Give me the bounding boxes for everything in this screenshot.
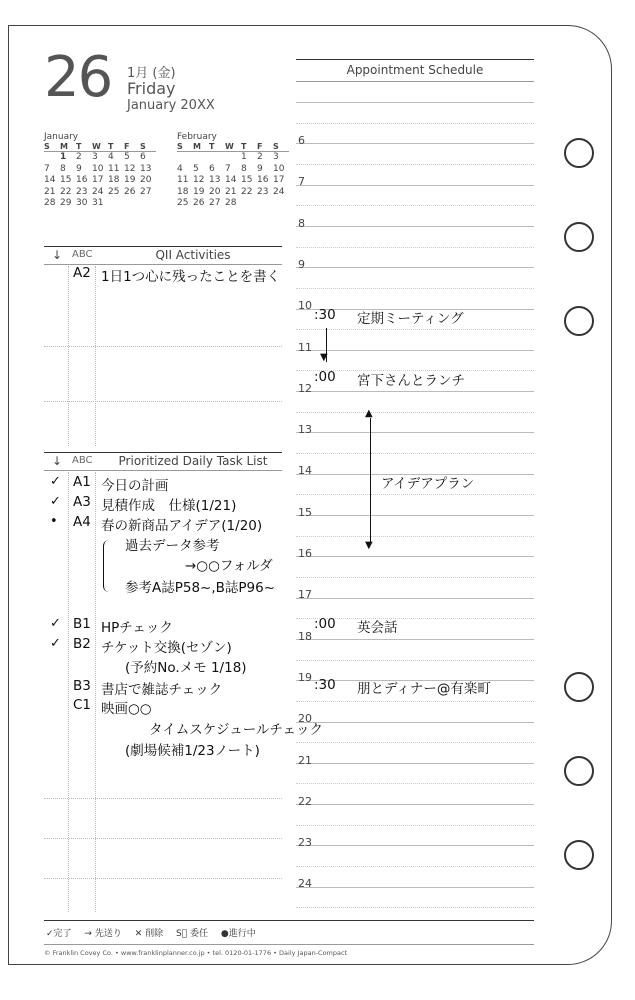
hour-label: 23: [298, 836, 312, 850]
half-hour-line: [296, 164, 534, 165]
calendar-day: 26: [193, 198, 205, 208]
legend-in-progress: ●進行中: [220, 929, 256, 939]
appointment-text: 朋とディナー@有楽町: [357, 681, 491, 697]
task-text: チケット交換(セゾン): [101, 640, 232, 656]
appointment-schedule-title: Appointment Schedule: [296, 59, 534, 82]
task-list-title: Prioritized Daily Task List: [118, 454, 268, 468]
half-hour-line: [296, 329, 534, 330]
calendar-day: 13: [140, 163, 152, 174]
month-japanese: 1月 (金): [127, 66, 176, 81]
hour-line: [296, 515, 534, 516]
calendar-day: 25: [177, 198, 189, 208]
half-hour-line: [296, 494, 534, 495]
weekday-label: W: [225, 142, 234, 151]
binder-hole: [564, 138, 594, 168]
weekday-label: S: [177, 142, 183, 151]
hour-line: [296, 391, 534, 392]
hour-line: [296, 102, 534, 103]
legend-delete: ✕ 削除: [134, 929, 164, 939]
half-hour-line: [296, 536, 534, 537]
calendar-weekdays: [177, 142, 289, 152]
task-priority-code: A1: [73, 474, 91, 490]
calendar-day: 11: [177, 175, 189, 185]
weekday-label: S: [140, 142, 146, 151]
day-name: Friday: [127, 79, 176, 98]
half-hour-line: [296, 907, 534, 908]
q2-activities-header: [44, 246, 282, 265]
legend-forward: → 先送り: [84, 929, 122, 939]
hour-line: [296, 887, 534, 888]
task-text: 書店で雑誌チェック: [101, 682, 223, 698]
hour-label: 17: [298, 588, 312, 602]
arrow-up-icon: ▲: [365, 408, 373, 419]
weekday-label: M: [60, 142, 68, 151]
weekday-label: T: [241, 142, 247, 151]
calendar-day: 23: [76, 186, 88, 197]
q2-entry-code: A2: [73, 265, 91, 281]
arrow-down-icon: ▼: [320, 352, 328, 363]
calendar-day: 10: [92, 163, 104, 174]
calendar-day: 9: [76, 163, 82, 174]
hour-line: [296, 722, 534, 723]
calendar-day: 30: [76, 198, 88, 208]
calendar-day: 22: [60, 186, 72, 197]
arrow-line: [370, 418, 371, 544]
calendar-day: [273, 198, 289, 210]
calendar-day: 2: [257, 152, 263, 162]
half-hour-line: [296, 742, 534, 743]
calendar-day: 5: [193, 163, 199, 174]
hour-line: [296, 185, 534, 186]
calendar-day: 6: [209, 163, 215, 174]
hour-label: 19: [298, 670, 312, 684]
half-hour-line: [296, 825, 534, 826]
weekday-label: T: [209, 142, 215, 151]
appointment-time: :30: [314, 677, 336, 693]
calendar-day: 22: [241, 186, 253, 197]
half-hour-line: [296, 453, 534, 454]
hour-line: [296, 639, 534, 640]
calendar-day: 7: [44, 163, 50, 174]
calendar-day: 4: [108, 152, 114, 162]
task-text: 過去データ参考: [125, 538, 220, 554]
calendar-day: 23: [257, 186, 269, 197]
appointment-time: :00: [314, 369, 336, 385]
binder-hole: [564, 756, 594, 786]
calendar-month-name: January: [44, 132, 79, 142]
task-text: (劇場候補1/23ノート): [125, 743, 260, 759]
mini-calendar-january: [44, 132, 156, 210]
calendar-day: [44, 152, 60, 164]
task-status-mark: ✓: [50, 474, 61, 489]
calendar-days: [177, 152, 289, 210]
calendar-day: [177, 152, 193, 164]
hour-label: 8: [298, 216, 305, 230]
day-number: 26: [44, 45, 112, 110]
appointment-text: 宮下さんとランチ: [357, 373, 465, 389]
down-arrow-icon: ↓: [52, 248, 63, 262]
calendar-month-name: February: [177, 132, 217, 142]
calendar-day: 7: [225, 163, 231, 174]
calendar-day: 12: [193, 175, 205, 185]
weekday-label: F: [124, 142, 130, 151]
calendar-day: 31: [92, 198, 104, 208]
legend-complete: ✓完了: [46, 929, 72, 939]
calendar-day: 6: [140, 152, 146, 162]
task-priority-code: B2: [73, 636, 91, 652]
binder-hole: [564, 306, 594, 336]
half-hour-line: [296, 123, 534, 124]
abc-label: ABC: [72, 455, 93, 466]
half-hour-line: [296, 577, 534, 578]
task-text: HPチェック: [101, 620, 173, 636]
calendar-day: 17: [92, 175, 104, 185]
calendar-day: 16: [76, 175, 88, 185]
half-hour-line: [296, 205, 534, 206]
calendar-day: 14: [225, 175, 237, 185]
calendar-day: 27: [209, 198, 221, 208]
task-status-mark: ✓: [50, 616, 61, 631]
hour-label: 20: [298, 712, 312, 726]
task-priority-code: A4: [73, 514, 91, 530]
calendar-day: 14: [44, 175, 56, 185]
calendar-day: 17: [273, 175, 285, 185]
calendar-day: 11: [108, 163, 120, 174]
calendar-day: 2: [76, 152, 82, 162]
hour-line: [296, 845, 534, 846]
task-text: (予約No.メモ 1/18): [125, 660, 247, 676]
calendar-day: 3: [273, 152, 279, 162]
calendar-day: [140, 198, 156, 210]
hour-label: 9: [298, 257, 305, 271]
calendar-day: 20: [209, 186, 221, 197]
calendar-day: 25: [108, 186, 120, 197]
calendar-day: [124, 198, 140, 210]
task-status-mark: •: [50, 514, 58, 529]
calendar-day: 8: [241, 163, 247, 174]
calendar-day: 18: [177, 186, 189, 197]
calendar-day: 29: [60, 198, 72, 208]
half-hour-line: [296, 866, 534, 867]
hour-label: 15: [298, 505, 312, 519]
hour-label: 24: [298, 877, 312, 891]
task-text: →○○フォルダ: [185, 558, 273, 574]
task-priority-code: A3: [73, 494, 91, 510]
hour-label: 13: [298, 423, 312, 437]
hour-line: [296, 432, 534, 433]
calendar-day: 1: [241, 152, 247, 162]
weekday-label: S: [273, 142, 279, 151]
half-hour-line: [296, 783, 534, 784]
hour-line: [296, 763, 534, 764]
task-priority-code: B1: [73, 616, 91, 632]
weekday-label: T: [108, 142, 114, 151]
half-hour-line: [296, 660, 534, 661]
calendar-day: 20: [140, 175, 152, 185]
calendar-day: 21: [225, 186, 237, 197]
hour-label: 16: [298, 547, 312, 560]
calendar-day: [225, 152, 241, 164]
calendar-day: 8: [60, 163, 66, 174]
footer-rule: [44, 920, 534, 921]
appointment-text: 定期ミーティング: [357, 311, 464, 327]
mini-calendar-february: [177, 132, 289, 210]
calendar-day: 10: [273, 163, 285, 174]
hour-label: 21: [298, 753, 312, 767]
calendar-day: 15: [241, 175, 253, 185]
task-list-header: [44, 452, 282, 471]
task-text: タイムスケジュールチェック: [149, 722, 324, 738]
half-hour-line: [296, 701, 534, 702]
hour-line: [296, 350, 534, 351]
q2-entry-text: 1日1つ心に残ったことを書く: [101, 269, 281, 285]
hour-label: 14: [298, 464, 312, 478]
calendar-day: 4: [177, 163, 183, 174]
task-text: 参考A誌P58~,B誌P96~: [125, 580, 276, 596]
hour-line: [296, 804, 534, 805]
appointment-text: アイデアプラン: [381, 476, 475, 492]
month-year: January 20XX: [127, 98, 215, 113]
calendar-day: [193, 152, 209, 164]
calendar-day: 24: [92, 186, 104, 197]
hour-line: [296, 556, 534, 557]
hour-label: 10: [298, 299, 312, 313]
task-text: 見積作成 仕様(1/21): [101, 498, 237, 514]
legend: [46, 926, 266, 939]
appointment-text: 英会話: [357, 620, 398, 636]
calendar-day: 16: [257, 175, 269, 185]
hour-line: [296, 226, 534, 227]
calendar-day: [209, 152, 225, 164]
task-text: 今日の計画: [101, 478, 169, 494]
calendar-day: 9: [257, 163, 263, 174]
hour-label: 7: [298, 175, 305, 189]
calendar-day: 28: [225, 198, 237, 208]
hour-label: 6: [298, 134, 305, 147]
legend-delegate: S⃝ 委任: [175, 929, 208, 939]
hour-label: 12: [298, 381, 312, 395]
hour-label: 11: [298, 340, 312, 354]
calendar-day: 1: [60, 152, 67, 162]
calendar-day: 28: [44, 198, 56, 208]
calendar-day: [241, 198, 257, 210]
hour-line: [296, 598, 534, 599]
weekday-label: T: [76, 142, 82, 151]
calendar-days: [44, 152, 156, 210]
half-hour-line: [296, 288, 534, 289]
calendar-day: 27: [140, 186, 152, 197]
binder-hole: [564, 672, 594, 702]
hour-label: 18: [298, 629, 312, 643]
calendar-day: 21: [44, 186, 56, 197]
q2-activities-title: QII Activities: [155, 248, 231, 262]
half-hour-line: [296, 412, 534, 413]
appointment-time: :30: [314, 307, 336, 323]
hour-line: [296, 267, 534, 268]
calendar-day: 15: [60, 175, 72, 185]
calendar-day: 26: [124, 186, 136, 197]
arrow-down-icon: ▼: [365, 540, 373, 551]
calendar-day: 19: [193, 186, 205, 197]
bracket-mark: [103, 540, 112, 592]
hour-label: 22: [298, 794, 312, 808]
calendar-day: 19: [124, 175, 136, 185]
calendar-day: 12: [124, 163, 136, 174]
calendar-day: 24: [273, 186, 285, 197]
down-arrow-icon: ↓: [52, 454, 63, 468]
binder-hole: [564, 222, 594, 252]
footer-rule: [44, 944, 534, 945]
calendar-day: 18: [108, 175, 120, 185]
half-hour-line: [296, 247, 534, 248]
task-text: 春の新商品アイデア(1/20): [101, 518, 263, 534]
task-status-mark: ✓: [50, 636, 61, 651]
task-text: 映画○○: [101, 701, 152, 717]
copyright: © Franklin Covey Co. • www.franklinplanner.co.jp • tel. 0120-01-1776 • Daily Japan-Compact: [44, 949, 348, 957]
calendar-day: 3: [92, 152, 98, 162]
binder-hole: [564, 840, 594, 870]
calendar-day: 13: [209, 175, 221, 185]
abc-label: ABC: [72, 249, 93, 260]
calendar-day: [257, 198, 273, 210]
task-priority-code: B3: [73, 678, 91, 694]
hour-line: [296, 143, 534, 144]
appointment-time: :00: [314, 616, 336, 632]
calendar-weekdays: [44, 142, 156, 152]
calendar-day: [108, 198, 124, 210]
weekday-label: M: [193, 142, 201, 151]
task-priority-code: C1: [73, 697, 92, 713]
weekday-label: F: [257, 142, 263, 151]
calendar-day: 5: [124, 152, 130, 162]
weekday-label: W: [92, 142, 101, 151]
weekday-label: S: [44, 142, 50, 151]
task-status-mark: ✓: [50, 494, 61, 509]
